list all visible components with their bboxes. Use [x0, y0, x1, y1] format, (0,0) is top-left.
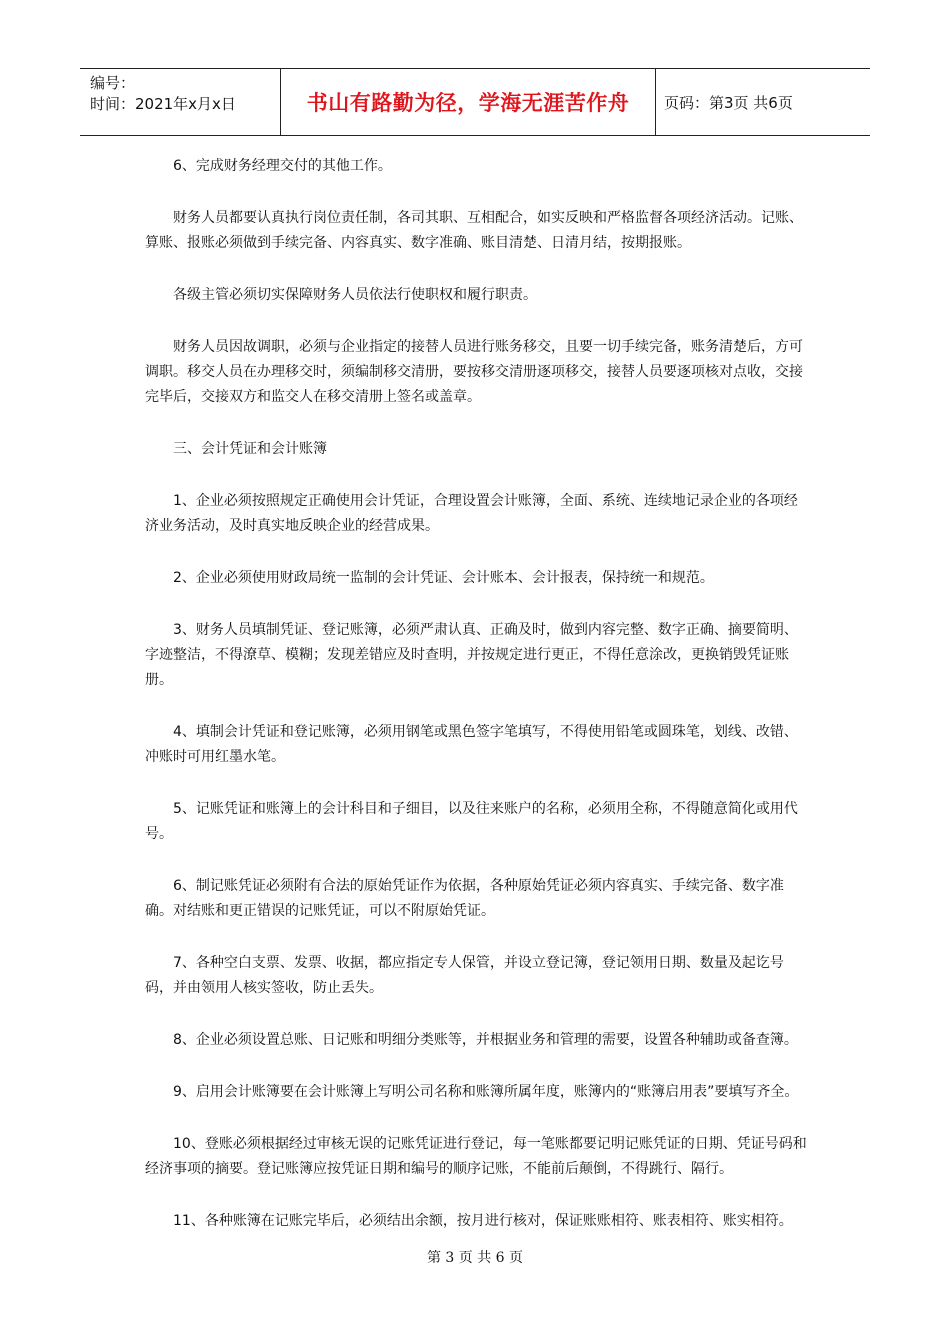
- paragraph: 3、财务人员填制凭证、登记账簿，必须严肃认真、正确及时，做到内容完整、数字正确、摘要简明、字迹整洁，不得潦草、模糊；发现差错应及时查明，并按规定进行更正，不得任意涂改，更换销毁凭证账册。: [145, 622, 798, 688]
- paragraph: 9、启用会计账簿要在会计账簿上写明公司名称和账簿所属年度，账簿内的“账簿启用表”要填写齐全。: [173, 1084, 799, 1100]
- page-number-label: 页码：第3页 共6页: [664, 93, 793, 112]
- paragraph: 11、各种账簿在记账完毕后，必须结出余额，按月进行核对，保证账账相符、账表相符、账实相符。: [173, 1213, 793, 1229]
- paragraph: 财务人员因故调职，必须与企业指定的接替人员进行账务移交，且要一切手续完备，账务清楚后，方可调职。移交人员在办理移交时，须编制移交清册，要按移交清册逐项移交，接替人员要逐项核对点收，交接完毕后，交接双方和监交人在移交清册上签名或盖章。: [145, 339, 803, 405]
- footer-page-number: 第 3 页 共 6 页: [426, 1250, 524, 1266]
- motto-text: 书山有路勤为径，学海无涯苦作舟: [306, 90, 630, 115]
- paragraph: 5、记账凭证和账簿上的会计科目和子细目，以及往来账户的名称，必须用全称，不得随意简化或用代号。: [145, 801, 798, 842]
- number-label: 编号：: [90, 74, 136, 92]
- paragraph: 各级主管必须切实保障财务人员依法行使职权和履行职责。: [173, 287, 537, 303]
- section-heading: 三、会计凭证和会计账簿: [173, 441, 327, 457]
- header-motto-cell: [281, 69, 656, 135]
- header-info-cell: [80, 69, 281, 135]
- paragraph: 7、各种空白支票、发票、收据，都应指定专人保管，并设立登记簿，登记领用日期、数量及起讫号码，并由领用人核实签收，防止丢失。: [145, 955, 784, 996]
- paragraph: 1、企业必须按照规定正确使用会计凭证，合理设置会计账簿，全面、系统、连续地记录企业的各项经济业务活动，及时真实地反映企业的经营成果。: [145, 493, 798, 534]
- header-page-cell: [656, 69, 870, 135]
- paragraph: 10、登账必须根据经过审核无误的记账凭证进行登记，每一笔账都要记明记账凭证的日期、凭证号码和经济事项的摘要。登记账簿应按凭证日期和编号的顺序记账，不能前后颠倒，不得跳行、隔行。: [145, 1136, 807, 1177]
- page-header: [80, 68, 870, 136]
- paragraph: 8、企业必须设置总账、日记账和明细分类账等，并根据业务和管理的需要，设置各种辅助或备查簿。: [173, 1032, 798, 1048]
- paragraph: 4、填制会计凭证和登记账簿，必须用钢笔或黑色签字笔填写，不得使用铅笔或圆珠笔，划线、改错、冲账时可用红墨水笔。: [145, 724, 798, 765]
- time-label: 时间：2021年x月x日: [90, 95, 236, 113]
- page-footer: [0, 1247, 950, 1267]
- paragraph: 2、企业必须使用财政局统一监制的会计凭证、会计账本、会计报表，保持统一和规范。: [173, 570, 714, 586]
- document-body: [145, 154, 810, 1261]
- paragraph: 财务人员都要认真执行岗位责任制，各司其职、互相配合，如实反映和严格监督各项经济活动。记账、算账、报账必须做到手续完备、内容真实、数字准确、账目清楚、日清月结，按期报账。: [145, 210, 803, 251]
- paragraph: 6、制记账凭证必须附有合法的原始凭证作为依据，各种原始凭证必须内容真实、手续完备、数字准确。对结账和更正错误的记账凭证，可以不附原始凭证。: [145, 878, 784, 919]
- paragraph: 6、完成财务经理交付的其他工作。: [173, 158, 392, 174]
